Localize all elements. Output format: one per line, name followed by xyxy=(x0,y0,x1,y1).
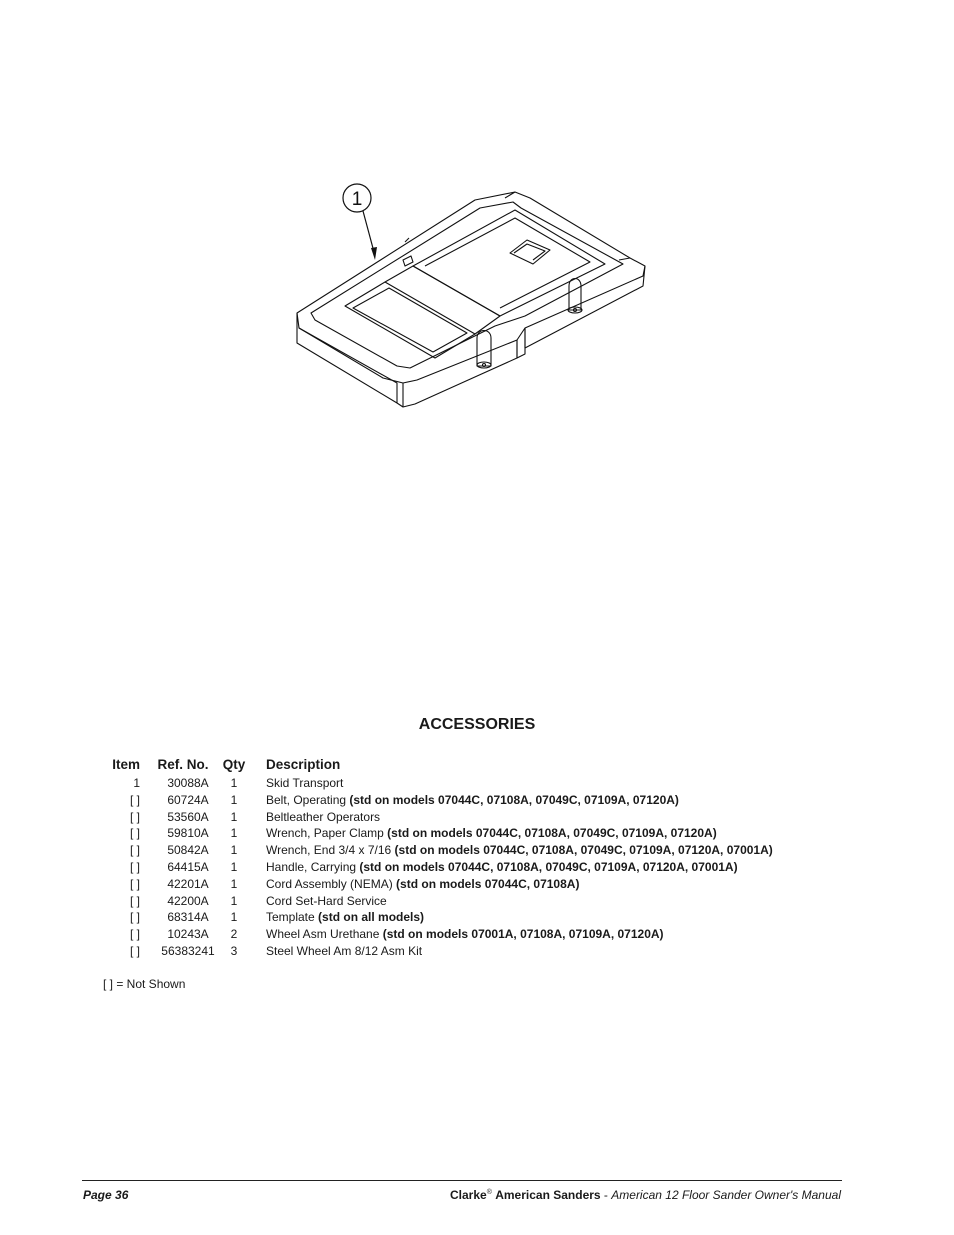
cell-item: [ ] xyxy=(129,943,140,958)
page-number: Page 36 xyxy=(83,1188,129,1202)
cell-description xyxy=(251,876,773,893)
cell-description xyxy=(251,775,773,792)
description-text: Cord Set-Hard Service xyxy=(266,893,387,908)
cell-qty: 1 xyxy=(230,859,238,874)
ref-no-value: 56383241 xyxy=(161,943,215,958)
footer-company: American Sanders xyxy=(495,1188,601,1202)
cell-description xyxy=(251,792,773,809)
cell-description xyxy=(251,893,773,910)
table-row xyxy=(100,859,773,876)
cell-ref-no xyxy=(140,825,217,842)
table-row xyxy=(100,842,773,859)
cell-qty: 1 xyxy=(230,809,238,824)
cell-qty: 2 xyxy=(230,927,238,942)
header-description: Description xyxy=(266,757,341,772)
accessories-table xyxy=(100,756,773,960)
cell-ref-no xyxy=(140,842,217,859)
model-note: (std on models 07044C, 07108A, 07049C, 07109A, 07120A) xyxy=(349,792,679,807)
registered-mark: ® xyxy=(486,1189,492,1196)
footer-title xyxy=(450,1188,841,1202)
table-row xyxy=(100,926,773,943)
ref-no-value: 30088A xyxy=(167,776,209,790)
header-ref-label: Ref. No. xyxy=(157,757,209,772)
cell-qty: 1 xyxy=(230,792,238,807)
cell-ref-no xyxy=(140,893,217,910)
skid-transport-drawing xyxy=(285,178,655,418)
table-row xyxy=(100,825,773,842)
cell-description xyxy=(251,943,773,960)
cell-qty: 1 xyxy=(230,893,238,908)
ref-no-value: 42200A xyxy=(167,893,209,908)
description-text: Handle, Carrying xyxy=(266,859,360,874)
cell-description xyxy=(251,842,773,859)
cell-ref-no xyxy=(140,876,217,893)
table-row xyxy=(100,943,773,960)
model-note: (std on models 07001A, 07108A, 07109A, 07120A) xyxy=(382,927,664,942)
cell-item: [ ] xyxy=(129,809,140,824)
description-text: Wheel Asm Urethane xyxy=(266,927,383,942)
model-note: (std on all models) xyxy=(318,910,425,925)
description-text: Steel Wheel Am 8/12 Asm Kit xyxy=(266,943,423,958)
header-ref-no xyxy=(140,756,217,775)
cell-item: [ ] xyxy=(129,910,140,925)
model-note: (std on models 07044C, 07108A, 07049C, 07109A, 07120A, 07001A) xyxy=(359,859,738,874)
table-row xyxy=(100,775,773,792)
description-text: Wrench, End 3/4 x 7/16 xyxy=(266,843,395,858)
table-body xyxy=(100,775,773,960)
description-text: Cord Assembly (NEMA) xyxy=(266,876,397,891)
cell-qty: 1 xyxy=(230,776,238,790)
cell-description xyxy=(251,825,773,842)
description-text: Wrench, Paper Clamp xyxy=(266,826,388,841)
header-item: Item xyxy=(112,757,140,772)
table-header-row xyxy=(100,756,773,775)
table-row xyxy=(100,893,773,910)
description-text: Skid Transport xyxy=(266,776,344,790)
cell-item: [ ] xyxy=(129,927,140,942)
footer-separator: - xyxy=(600,1188,612,1202)
footer-divider xyxy=(82,1180,842,1181)
description-text: Beltleather Operators xyxy=(266,809,381,824)
ref-no-value: 53560A xyxy=(167,809,209,824)
model-note: (std on models 07044C, 07108A) xyxy=(396,876,580,891)
cell-qty: 1 xyxy=(230,843,238,858)
ref-no-value: 42201A xyxy=(167,876,209,891)
cell-item: [ ] xyxy=(129,792,140,807)
cell-item: [ ] xyxy=(129,843,140,858)
ref-no-value: 10243A xyxy=(167,927,209,942)
cell-qty: 1 xyxy=(230,826,238,841)
table-row xyxy=(100,809,773,826)
ref-no-value: 50842A xyxy=(167,843,209,858)
cell-description xyxy=(251,809,773,826)
cell-ref-no xyxy=(140,859,217,876)
header-qty: Qty xyxy=(222,757,246,772)
description-text: Belt, Operating xyxy=(266,792,350,807)
ref-no-value: 60724A xyxy=(167,792,209,807)
ref-no-value: 68314A xyxy=(167,910,209,925)
model-note: (std on models 07044C, 07108A, 07049C, 07109A, 07120A, 07001A) xyxy=(394,843,773,858)
cell-qty: 3 xyxy=(230,943,238,958)
cell-description xyxy=(251,926,773,943)
cell-ref-no xyxy=(140,775,217,792)
table-legend: [ ] = Not Shown xyxy=(103,977,186,991)
cell-description xyxy=(251,909,773,926)
cell-item: 1 xyxy=(133,776,140,790)
cell-qty: 1 xyxy=(230,876,238,891)
cell-qty: 1 xyxy=(230,910,238,925)
table-row xyxy=(100,876,773,893)
table-row xyxy=(100,909,773,926)
callout-number: 1 xyxy=(351,189,363,210)
ref-no-value: 59810A xyxy=(167,826,209,841)
footer-manual-name: American 12 Floor Sander Owner's Manual xyxy=(611,1188,841,1202)
cell-ref-no xyxy=(140,809,217,826)
table-row xyxy=(100,792,773,809)
cell-ref-no xyxy=(140,792,217,809)
cell-item: [ ] xyxy=(129,893,140,908)
cell-ref-no xyxy=(140,943,217,960)
cell-item: [ ] xyxy=(129,859,140,874)
section-title: ACCESSORIES xyxy=(418,716,536,733)
description-text: Template xyxy=(266,910,319,925)
cell-item: [ ] xyxy=(129,826,140,841)
cell-item: [ ] xyxy=(129,876,140,891)
footer-brand: Clarke xyxy=(449,1188,487,1202)
ref-no-value: 64415A xyxy=(167,859,209,874)
cell-description xyxy=(251,859,773,876)
cell-ref-no xyxy=(140,909,217,926)
model-note: (std on models 07044C, 07108A, 07049C, 07109A, 07120A) xyxy=(387,826,717,841)
cell-ref-no xyxy=(140,926,217,943)
